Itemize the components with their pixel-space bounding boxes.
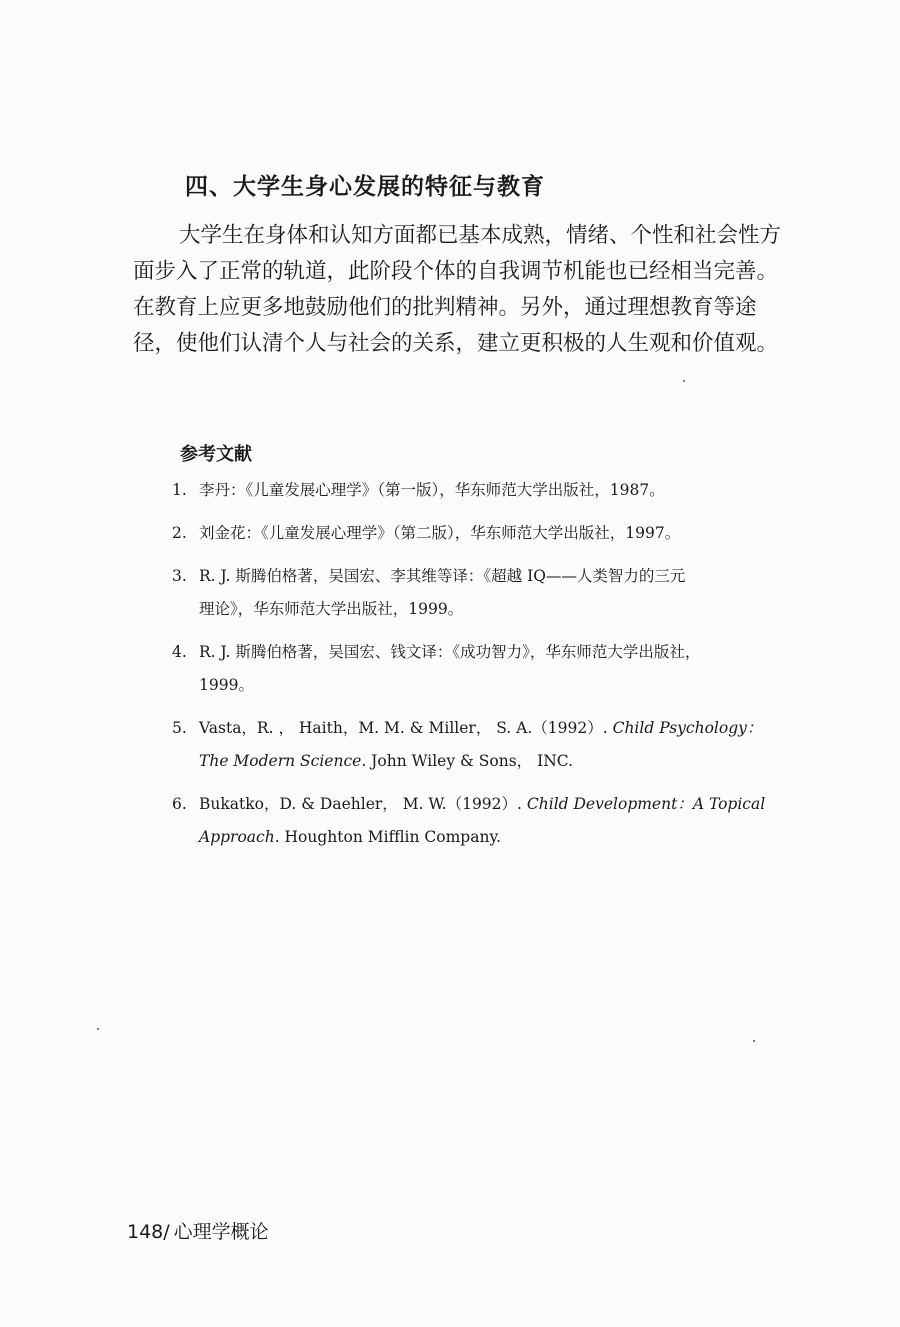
reference-line	[199, 745, 812, 778]
reference-segment: 1999。	[199, 676, 254, 694]
reference-segment: 李丹：《儿童发展心理学》（第一版），华东师范大学出版社，1987。	[199, 481, 665, 499]
paragraph-line: 面步入了正常的轨道，此阶段个体的自我调节机能也已经相当完善。	[133, 259, 779, 284]
reference-title-italic: Approach	[199, 828, 275, 846]
scan-speck	[683, 380, 685, 382]
reference-text	[199, 636, 812, 702]
reference-number: 6.	[172, 795, 187, 813]
reference-segment: Vasta，R. ， Haith，M. M. & Miller， S. A.（1992）.	[199, 719, 613, 737]
paragraph-line: 在教育上应更多地鼓励他们的批判精神。另外，通过理想教育等途	[133, 295, 757, 320]
paragraph-line: 径，使他们认清个人与社会的关系，建立更积极的人生观和价值观。	[133, 331, 779, 356]
reference-text	[199, 517, 812, 550]
reference-line	[199, 593, 812, 626]
scan-speck	[753, 1040, 755, 1042]
reference-line	[199, 788, 812, 821]
reference-line	[199, 560, 812, 593]
page-footer	[127, 1217, 269, 1244]
references-list	[172, 474, 812, 864]
reference-segment: R. J. 斯腾伯格著，吴国宏、李其维等译：《超越 IQ——人类智力的三元	[199, 567, 686, 585]
reference-number: 2.	[172, 524, 187, 542]
paragraph-line: 大学生在身体和认知方面都已基本成熟，情绪、个性和社会性方	[179, 223, 782, 248]
reference-text	[199, 712, 812, 778]
reference-item	[172, 560, 812, 626]
reference-line	[199, 712, 812, 745]
page-number: 148	[127, 1221, 164, 1243]
reference-text	[199, 474, 812, 507]
reference-line	[199, 636, 812, 669]
reference-segment: . John Wiley & Sons， INC.	[361, 752, 573, 770]
reference-number: 5.	[172, 719, 187, 737]
reference-segment: 理论》，华东师范大学出版社，1999。	[199, 600, 464, 618]
section-heading: 四、大学生身心发展的特征与教育	[185, 174, 545, 200]
reference-text	[199, 788, 812, 854]
reference-segment: 刘金花：《儿童发展心理学》（第二版），华东师范大学出版社，1997。	[199, 524, 681, 542]
reference-title-italic: Child Development：A Topical	[526, 795, 766, 813]
body-paragraph	[133, 218, 818, 362]
reference-line	[199, 517, 812, 550]
reference-title-italic: The Modern Science	[199, 752, 362, 770]
references-heading: 参考文献	[180, 444, 252, 465]
scan-speck	[97, 1028, 99, 1030]
reference-segment: . Houghton Mifflin Company.	[274, 828, 502, 846]
reference-item	[172, 636, 812, 702]
reference-segment: R. J. 斯腾伯格著，吴国宏、钱文译：《成功智力》，华东师范大学出版社，	[199, 643, 701, 661]
reference-text	[199, 560, 812, 626]
reference-title-italic: Child Psychology：	[612, 719, 763, 737]
reference-line	[199, 821, 812, 854]
reference-item	[172, 712, 812, 778]
book-title: 心理学概论	[173, 1221, 269, 1243]
reference-line	[199, 474, 812, 507]
reference-segment: Bukatko，D. & Daehler， M. W.（1992）.	[199, 795, 527, 813]
reference-item	[172, 788, 812, 854]
reference-line	[199, 669, 812, 702]
footer-separator: /	[163, 1221, 170, 1243]
reference-number: 4.	[172, 643, 187, 661]
reference-number: 1.	[172, 481, 187, 499]
reference-number: 3.	[172, 567, 187, 585]
reference-item	[172, 474, 812, 507]
reference-item	[172, 517, 812, 550]
